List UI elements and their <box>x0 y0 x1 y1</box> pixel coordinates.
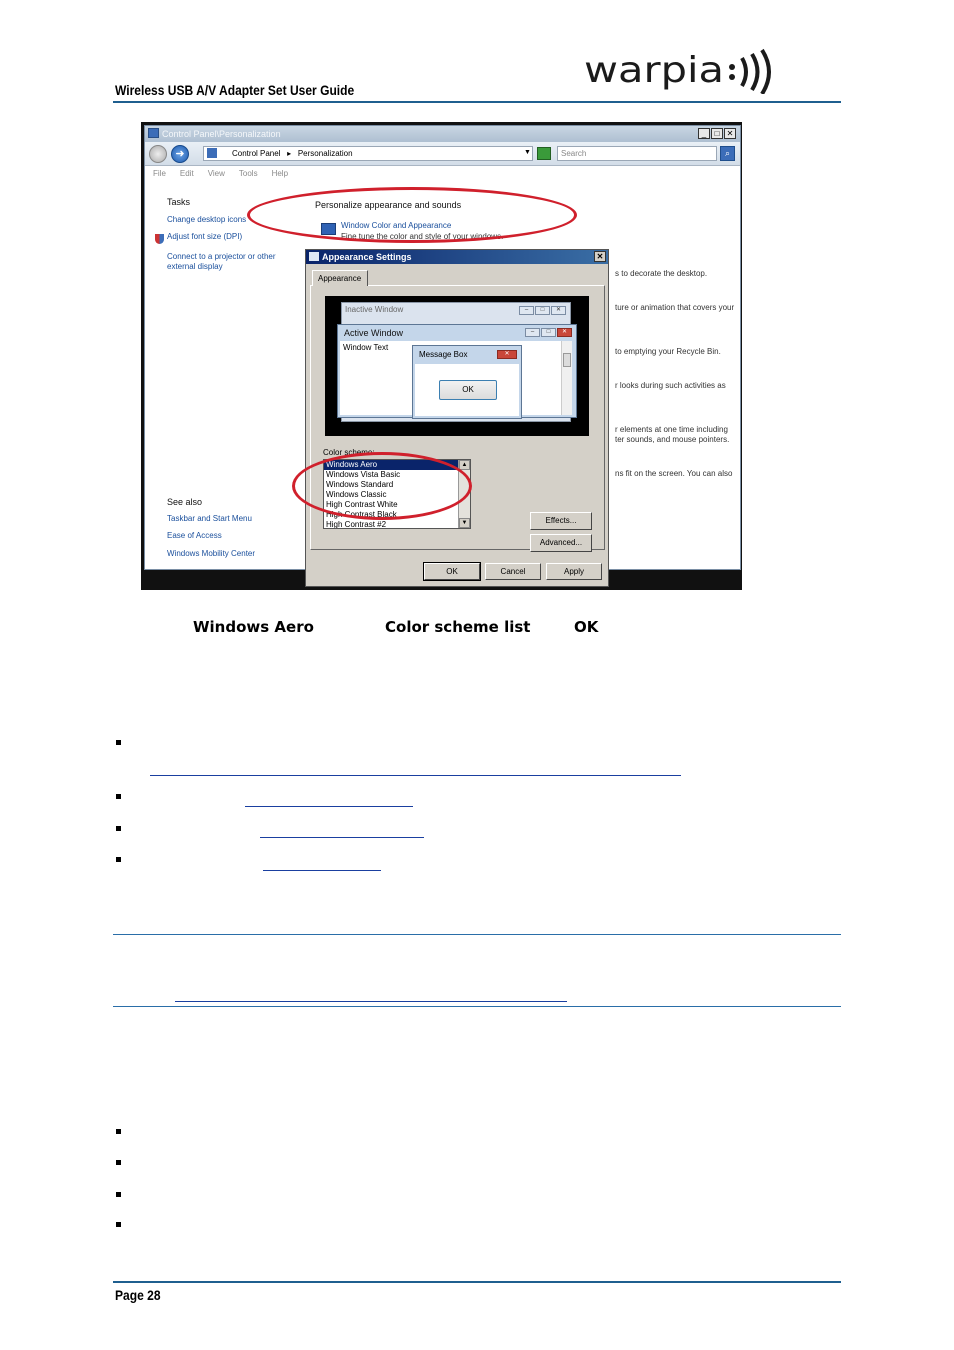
right-fragment-1: s to decorate the desktop. <box>615 269 708 278</box>
ok-button[interactable]: OK <box>424 563 480 580</box>
task-change-desktop-icons[interactable]: Change desktop icons <box>167 215 247 224</box>
link-underline[interactable] <box>245 806 413 807</box>
chevron-down-icon[interactable]: ▼ <box>524 149 531 156</box>
bullet <box>116 794 121 799</box>
right-fragment-3: to emptying your Recycle Bin. <box>615 347 721 356</box>
message-box-title: Message Box <box>419 350 468 359</box>
scroll-down-icon[interactable]: ▼ <box>459 518 470 528</box>
refresh-icon[interactable] <box>537 147 551 160</box>
search-input[interactable]: Search <box>557 146 717 161</box>
close-icon: ✕ <box>551 306 566 315</box>
minimize-icon[interactable]: _ <box>698 128 710 139</box>
bullet <box>116 1160 121 1165</box>
scheme-windows-vista-basic[interactable]: Windows Vista Basic <box>326 470 401 479</box>
bullet <box>116 1222 121 1227</box>
minimize-icon: – <box>525 328 540 337</box>
maximize-icon: □ <box>541 328 556 337</box>
caption-ok: OK <box>574 618 599 636</box>
address-part-2[interactable]: Personalization <box>297 149 353 158</box>
see-also-heading: See also <box>167 497 203 507</box>
bullet <box>116 1192 121 1197</box>
bullet <box>116 826 121 831</box>
window-title: Control Panel\Personalization <box>162 129 281 139</box>
apply-button[interactable]: Apply <box>546 563 602 580</box>
logo-text: warpia <box>584 50 724 91</box>
close-icon[interactable]: ✕ <box>594 251 606 262</box>
dialog-icon <box>309 252 319 261</box>
caption-windows-aero: Windows Aero <box>193 618 314 636</box>
preview-scrollbar <box>561 341 572 415</box>
document-title: Wireless USB A/V Adapter Set User Guide <box>115 82 355 98</box>
scheme-high-contrast-white[interactable]: High Contrast White <box>326 500 398 509</box>
link-underline[interactable] <box>263 870 381 871</box>
scheme-windows-classic[interactable]: Windows Classic <box>326 490 387 499</box>
section-rule-bottom <box>113 1006 841 1007</box>
maximize-icon[interactable]: □ <box>711 128 723 139</box>
menu-file[interactable]: File <box>153 169 166 178</box>
window-color-description: Fine tune the color and style of your windows. <box>341 232 504 241</box>
shield-icon <box>155 234 164 244</box>
section-rule-top <box>113 934 841 935</box>
minimize-icon: – <box>519 306 534 315</box>
back-button[interactable] <box>149 145 167 163</box>
link-underline[interactable] <box>260 837 424 838</box>
window-text-sample: Window Text <box>343 343 389 352</box>
menu-view[interactable]: View <box>207 169 225 178</box>
address-bar[interactable] <box>203 146 533 161</box>
close-icon: ✕ <box>497 350 517 359</box>
page-number: Page 28 <box>115 1287 161 1303</box>
scheme-high-contrast-black[interactable]: High Contrast Black <box>326 510 397 519</box>
footer-rule <box>113 1281 841 1283</box>
tasks-heading: Tasks <box>167 197 191 207</box>
maximize-icon: □ <box>535 306 550 315</box>
active-window-preview <box>337 324 577 418</box>
link-underline[interactable] <box>150 775 681 776</box>
window-title-bar <box>145 126 740 142</box>
bullet <box>116 740 121 745</box>
message-box-preview <box>412 345 522 419</box>
forward-button[interactable]: ➜ <box>171 145 189 163</box>
dialog-title-bar <box>306 250 608 264</box>
link-underline[interactable] <box>175 1001 567 1002</box>
right-fragment-7: ns fit on the screen. You can also <box>615 469 733 478</box>
caption-color-scheme-list: Color scheme list <box>385 618 531 636</box>
scheme-windows-aero[interactable]: Windows Aero <box>324 460 470 470</box>
control-panel-icon <box>148 128 159 138</box>
window-color-link[interactable]: Window Color and Appearance <box>341 221 452 230</box>
scroll-up-icon[interactable]: ▲ <box>459 460 470 470</box>
personalization-screenshot <box>141 122 742 590</box>
address-separator: ▸ <box>287 149 292 158</box>
task-connect-projector-line2[interactable]: external display <box>167 262 223 271</box>
personalize-heading: Personalize appearance and sounds <box>315 200 462 210</box>
see-also-mobility-center[interactable]: Windows Mobility Center <box>167 549 256 558</box>
advanced-button[interactable]: Advanced... <box>530 534 592 552</box>
highlight-color-scheme-ellipse <box>292 452 472 520</box>
control-panel-icon <box>207 148 217 158</box>
right-fragment-4: r looks during such activities as <box>615 381 726 390</box>
right-fragment-2: ture or animation that covers your <box>615 303 735 312</box>
menu-bar <box>145 166 740 182</box>
highlight-window-color-ellipse <box>247 187 577 243</box>
close-icon: ✕ <box>557 328 572 337</box>
see-also-ease-of-access[interactable]: Ease of Access <box>167 531 222 540</box>
menu-tools[interactable]: Tools <box>238 169 258 178</box>
task-connect-projector[interactable]: Connect to a projector or other <box>167 252 276 261</box>
see-also-taskbar[interactable]: Taskbar and Start Menu <box>167 514 252 523</box>
color-scheme-label: Color scheme: <box>323 448 375 457</box>
scheme-preview <box>325 296 589 436</box>
bullet <box>116 857 121 862</box>
bullet <box>116 1129 121 1134</box>
right-fragment-6: ter sounds, and mouse pointers. <box>615 435 730 444</box>
active-window-title: Active Window <box>344 328 404 338</box>
preview-ok-button: OK <box>439 380 497 400</box>
cancel-button[interactable]: Cancel <box>485 563 541 580</box>
dialog-title: Appearance Settings <box>322 252 412 262</box>
scheme-windows-standard[interactable]: Windows Standard <box>326 480 394 489</box>
inactive-window-title: Inactive Window <box>345 305 404 314</box>
address-part-1[interactable]: Control Panel <box>232 149 281 158</box>
menu-help[interactable]: Help <box>271 169 289 178</box>
scheme-high-contrast-2[interactable]: High Contrast #2 <box>326 520 387 529</box>
tab-appearance[interactable]: Appearance <box>312 270 368 286</box>
header-rule <box>113 101 841 103</box>
warpia-logo <box>582 48 782 94</box>
appearance-settings-dialog <box>305 249 609 587</box>
task-adjust-font-size[interactable]: Adjust font size (DPI) <box>167 232 243 241</box>
effects-button[interactable]: Effects... <box>530 512 592 530</box>
address-toolbar <box>145 142 740 166</box>
menu-edit[interactable]: Edit <box>179 169 194 178</box>
close-icon[interactable]: ✕ <box>724 128 736 139</box>
right-fragment-5: r elements at one time including <box>615 425 728 434</box>
search-icon[interactable]: ⌕ <box>720 146 735 161</box>
